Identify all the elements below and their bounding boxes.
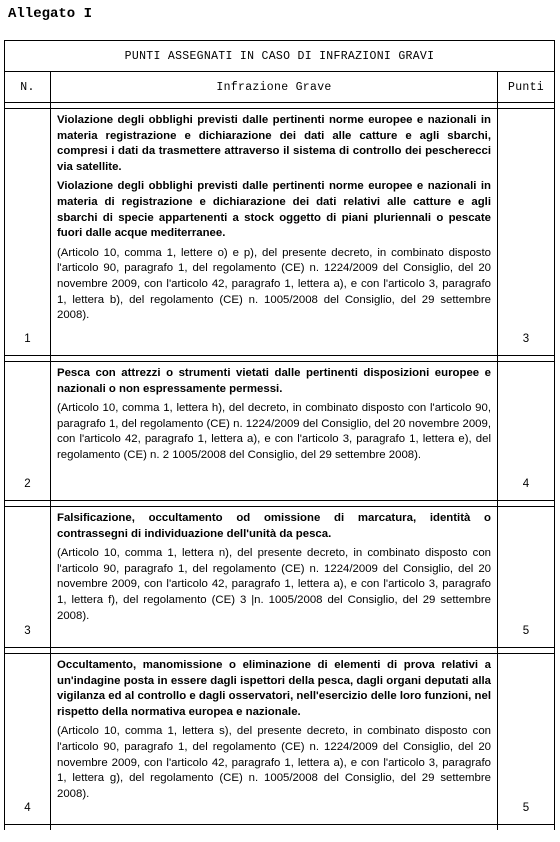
row-points: 5 [498, 507, 555, 648]
row-points: 4 [498, 362, 555, 501]
infraction-text: Falsificazione, occultamento od omissione di marcatura, identità o contrassegni di individuazione dell'unità da pesca. [57, 512, 491, 540]
infraction-text: Violazione degli obblighi previsti dalle pertinenti norme europee e nazionali in materia registrazione e dichiarazione dei dati alle catture e agli sbarchi, compresi i dati da trasmettere attraverso il sistema di controllo dei pescherecci via satellite. [57, 114, 491, 173]
table-row [5, 654, 555, 825]
row-description [51, 362, 498, 501]
legal-reference: (Articolo 10, comma 1, lettera s), del presente decreto, in combinato disposto con l'articolo 90, paragrafo 1, del regolamento (CE) n. 1224/2009 del Consiglio, del 20 novembre 2009, con l'articolo 42, paragrafo 1, lettera a), e con l'articolo 3, paragrafo 1, lettera g), del regolamento (CE) n. 1005/2008 del Consiglio, del 29 settembre 2008). [57, 725, 491, 800]
table-row [5, 507, 555, 648]
row-description [51, 507, 498, 648]
row-number: 1 [5, 109, 51, 356]
column-header-row [5, 72, 555, 103]
column-header-n: N. [5, 72, 51, 103]
row-description [51, 654, 498, 825]
row-points: 5 [498, 654, 555, 825]
column-header-infrazione: Infrazione Grave [51, 72, 498, 103]
infraction-text: Occultamento, manomissione o eliminazione di elementi di prova relativi a un'indagine posta in essere dagli ispettori della pesca, dagli organi deputati alla vigilanza ed al controllo e dagli osservatori, nell'esercizio delle loro funzioni, nel rispetto della normativa europea e nazionale. [57, 659, 491, 718]
table-title: PUNTI ASSEGNATI IN CASO DI INFRAZIONI GRAVI [5, 41, 555, 72]
table-row [5, 109, 555, 356]
document-title: Allegato I [8, 6, 93, 22]
legal-reference: (Articolo 10, comma 1, lettera h), del decreto, in combinato disposto con l'articolo 90, paragrafo 1, del regolamento (CE) n. 1224/2009 del Consiglio, del 20 novembre 2009, con l'articolo 42, paragrafo 1, lettera a), e con l'articolo 3, paragrafo 1, lettera e), del regolamento (CE) n. 2 1005/2008 del Consiglio, del 29 settembre 2008). [57, 402, 491, 461]
row-points: 3 [498, 109, 555, 356]
infraction-text: Violazione degli obblighi previsti dalle pertinenti norme europee e nazionali in materia di registrazione e dichiarazione dei dati relativi alle catture e agli sbarchi di specie appartenenti a stock oggetto di piani pluriennali o pescate fuori dalle acque mediterranee. [57, 180, 491, 240]
table-title-row [5, 41, 555, 72]
legal-reference: (Articolo 10, comma 1, lettere o) e p), del presente decreto, in combinato disposto l'articolo 90, paragrafo 1, del regolamento (CE) n. 1224/2009 del Consiglio, del 20 novembre 2009, con l'articolo 42, paragrafo 1, lettera a), e con l'articolo 3, paragrafo 1, lettera b), del regolamento (CE) n. 1005/2008 del Consiglio, del 29 settembre 2008). [57, 246, 491, 322]
row-number: 2 [5, 362, 51, 501]
row-description [51, 109, 498, 356]
column-header-punti: Punti [498, 72, 555, 103]
row-number: 4 [5, 654, 51, 825]
infractions-table [4, 40, 555, 830]
legal-reference: (Articolo 10, comma 1, lettera n), del presente decreto, in combinato disposto con l'articolo 90, paragrafo 1, del regolamento (CE) n. 1224/2009 del Consiglio, del 20 novembre 2009, con l'articolo 42, paragrafo 1, lettera a), e con l'articolo 3, paragrafo 1, lettera f), del regolamento (CE) 3 |n. 1005/2008 del Consiglio, del 29 settembre 2008). [57, 547, 491, 622]
infraction-text: Pesca con attrezzi o strumenti vietati dalle pertinenti disposizioni europee e nazionali o non espressamente permessi. [57, 367, 491, 395]
table-row [5, 362, 555, 501]
row-number: 3 [5, 507, 51, 648]
row-spacer [5, 825, 555, 831]
